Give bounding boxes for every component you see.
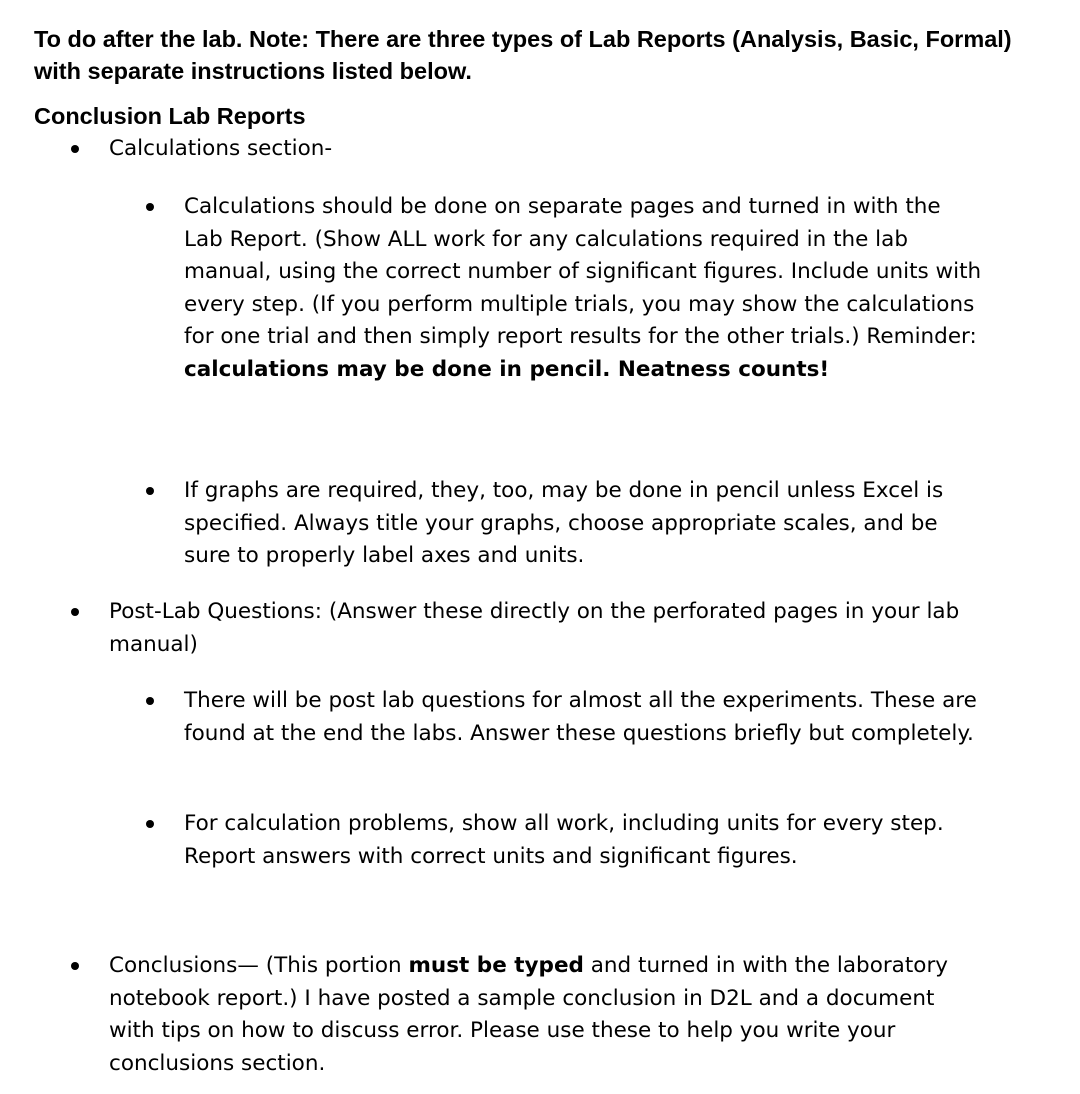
bullet-icon: [146, 487, 154, 495]
intro-note: To do after the lab. Note: There are three types of Lab Reports (Analysis, Basic, Formal) with separate instructions listed below.: [34, 26, 1012, 84]
section-heading: Conclusion Lab Reports: [34, 103, 306, 129]
bullet-icon: [71, 145, 79, 153]
conclusions-section: [109, 950, 969, 1080]
calculations-point-1: [184, 191, 984, 387]
calculations-reminder-bold: calculations may be done in pencil. Neatness counts!: [184, 356, 830, 382]
postlab-point-1: There will be post lab questions for almost all the experiments. These are found at the end the labs. Answer these questions briefly but completely.: [184, 688, 977, 746]
calculations-point-2: If graphs are required, they, too, may be done in pencil unless Excel is specified. Always title your graphs, choose appropriate scales, and be sure to properly label axes and units.: [184, 478, 944, 569]
bullet-icon: [146, 820, 154, 828]
bullet-icon: [146, 697, 154, 705]
bullet-icon: [146, 203, 154, 211]
conclusions-must-be-typed: must be typed: [408, 953, 584, 978]
calculations-point-1-text: Calculations should be done on separate pages and turned in with the Lab Report. (Show ALL work for any calculations required in the lab manual, using the correct number of significant figures. Include units with every step. (If you perform multiple trials, you may show the calculations for one trial and then simply report results for the other trials.) Reminder:: [184, 194, 982, 350]
postlab-section-label: Post-Lab Questions: (Answer these directly on the perforated pages in your lab manual): [109, 599, 960, 657]
bullet-icon: [71, 608, 79, 616]
conclusions-text-start: Conclusions— (This portion: [109, 953, 409, 978]
postlab-point-2: For calculation problems, show all work, including units for every step. Report answers with correct units and significant figures.: [184, 811, 944, 869]
calculations-section-label: Calculations section-: [109, 136, 333, 161]
bullet-icon: [71, 962, 79, 970]
conclusions-text-end: and turned in with the laboratory notebook report.) I have posted a sample conclusion in D2L and a document with tips on how to discuss error. Please use these to help you write your conclusions section.: [109, 953, 949, 1076]
